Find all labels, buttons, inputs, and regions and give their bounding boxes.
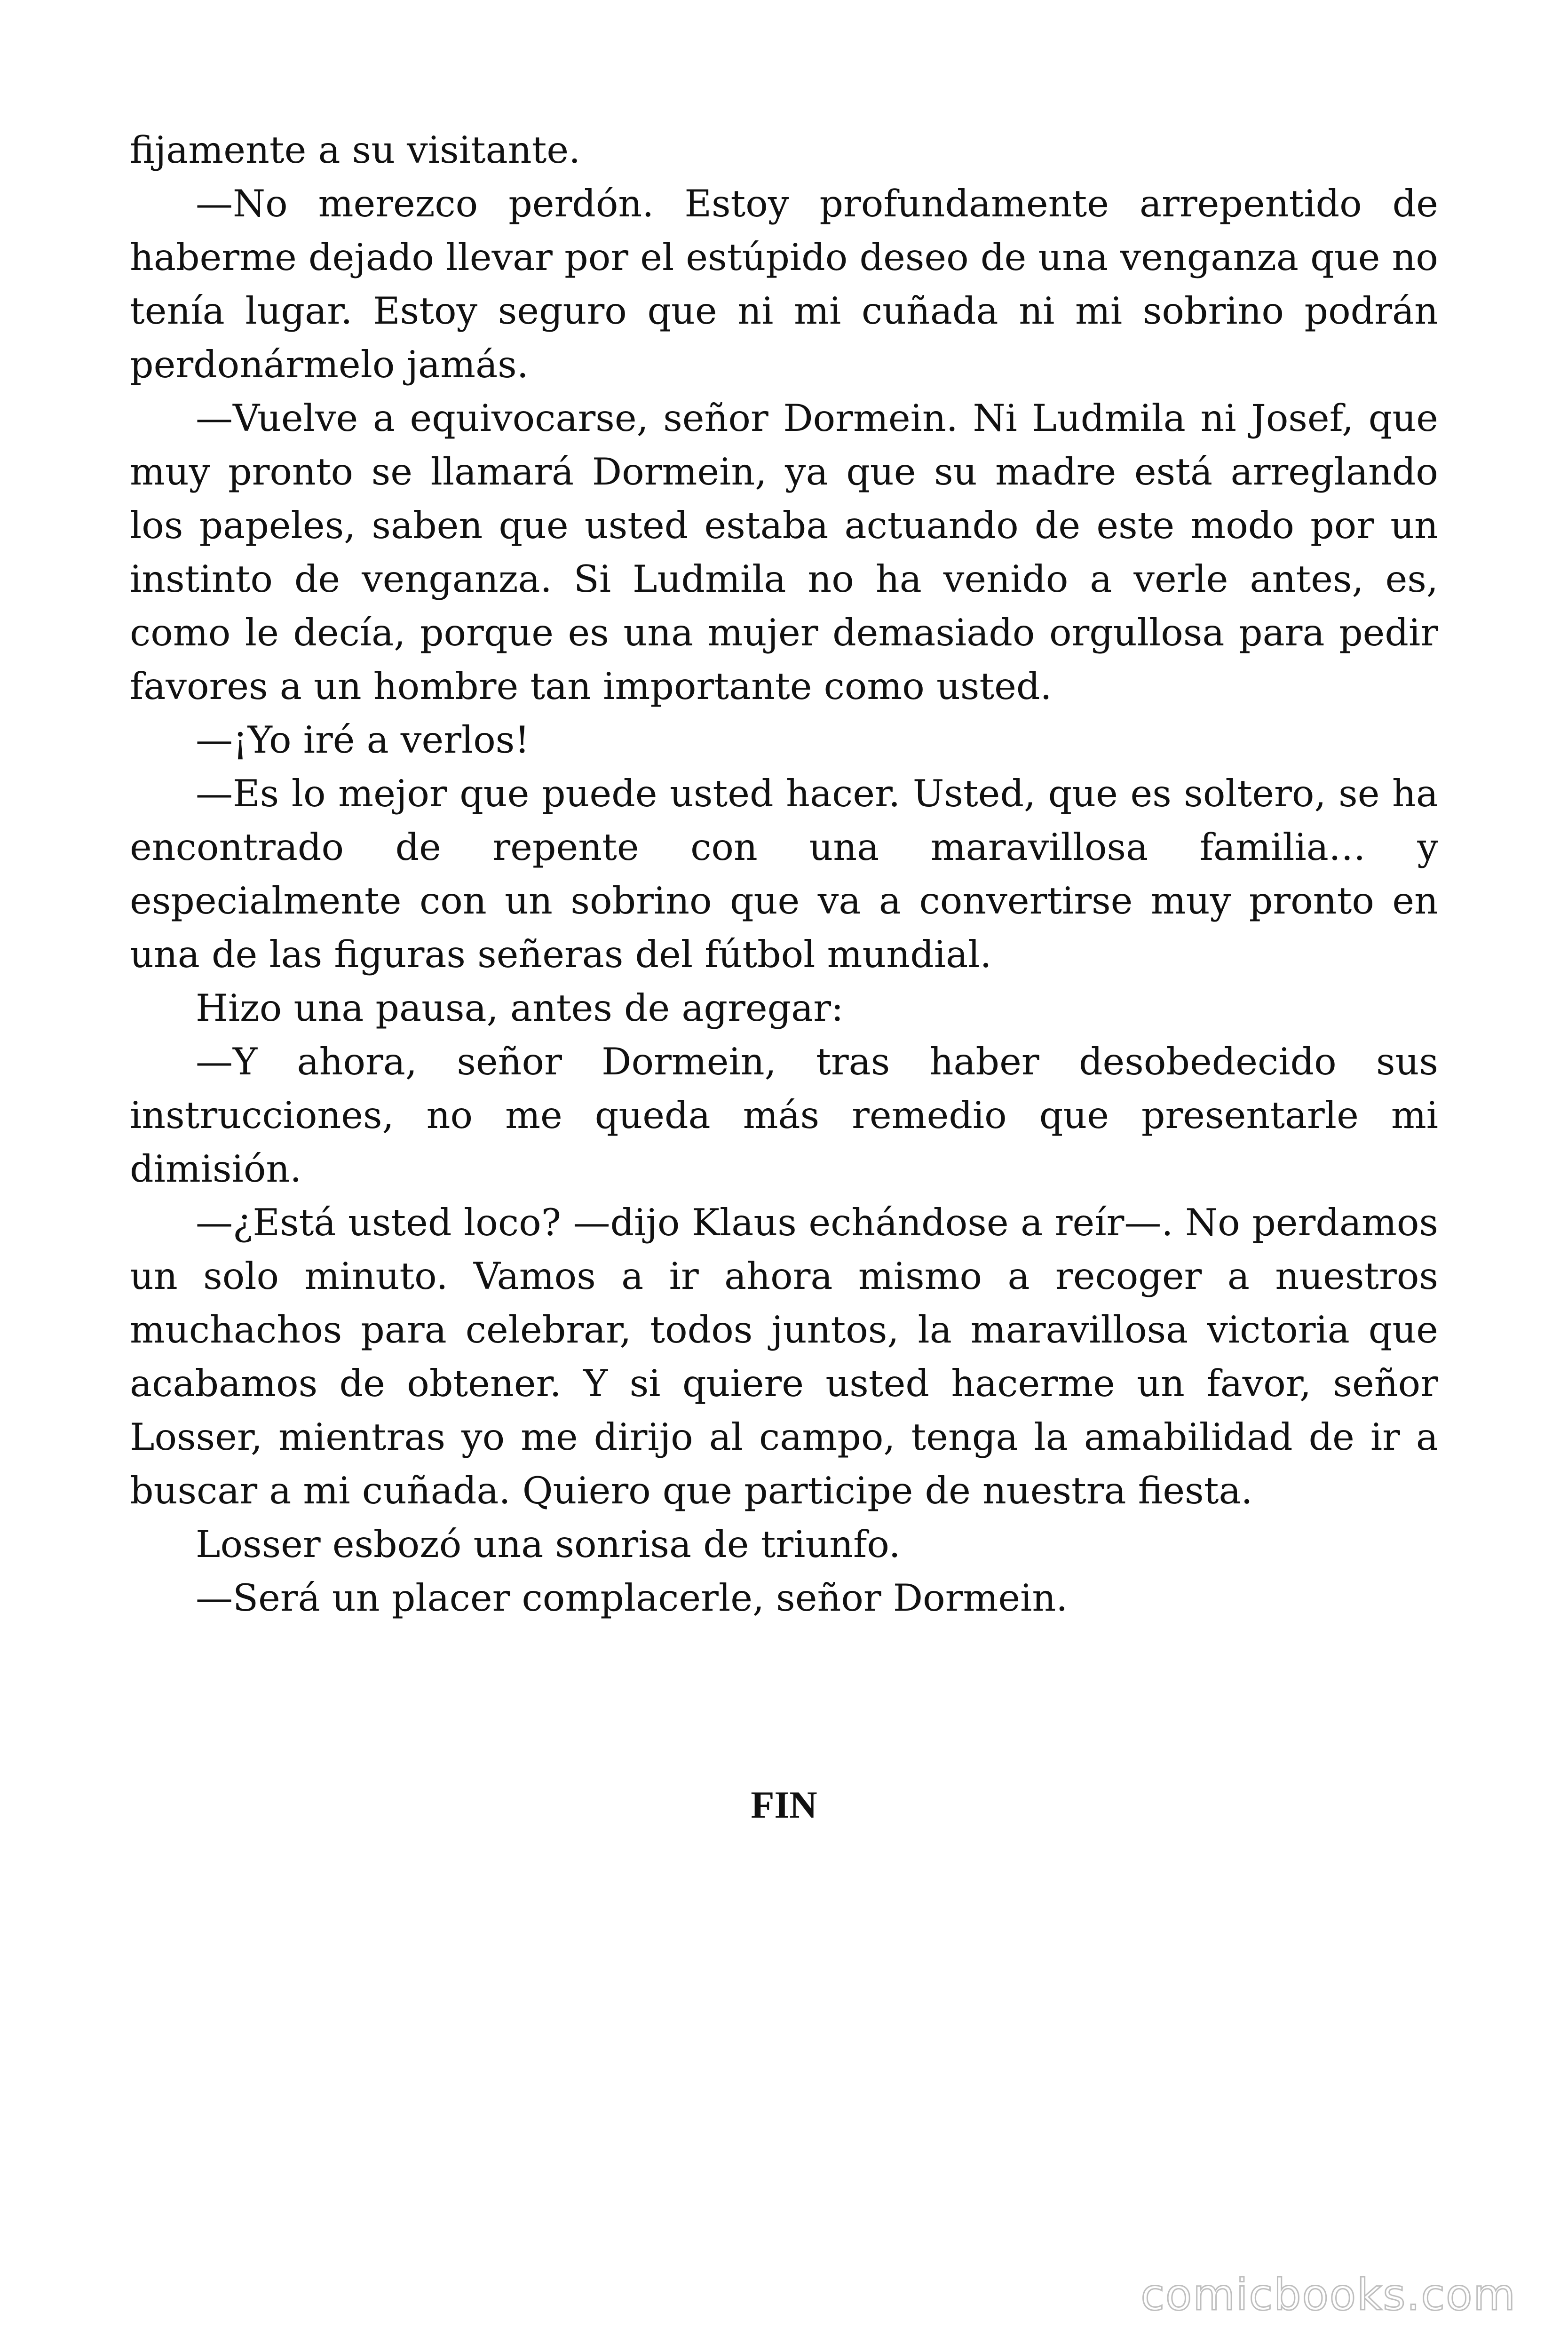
paragraph-dialogue: —Y ahora, señor Dormein, tras haber desobedecido sus instrucciones, no me queda más remedio que presentarle mi dimisión. [130, 1040, 1438, 1191]
paragraph-dialogue: —No merezco perdón. Estoy profundamente arrepentido de haberme dejado llevar por el estúpido deseo de una venganza que no tenía lugar. Estoy seguro que ni mi cuñada ni mi sobrino podrán perdonármelo jamás. [130, 182, 1438, 386]
paragraph-continuation: fijamente a su visitante. [130, 128, 581, 172]
watermark-logo: comicbooks.com [1140, 2270, 1516, 2320]
body-text [130, 123, 1438, 1625]
paragraph-narration: Hizo una pausa, antes de agregar: [196, 986, 844, 1030]
paragraph-dialogue: —¡Yo iré a verlos! [196, 718, 530, 762]
end-marker: FIN [751, 1783, 817, 1826]
paragraph-dialogue: —Vuelve a equivocarse, señor Dormein. Ni Ludmila ni Josef, que muy pronto se llamará Dormein, ya que su madre está arreglando los papeles, saben que usted estaba actuando de este modo por un instinto de venganza. Si Ludmila no ha venido a verle antes, es, como le decía, porque es una mujer demasiado orgullosa para pedir favores a un hombre tan importante como usted. [130, 397, 1438, 708]
paragraph-dialogue: —Será un placer complacerle, señor Dormein. [196, 1576, 1068, 1620]
paragraph-narration: Losser esbozó una sonrisa de triunfo. [196, 1523, 901, 1566]
paragraph-dialogue: —¿Está usted loco? —dijo Klaus echándose a reír—. No perdamos un solo minuto. Vamos a ir ahora mismo a recoger a nuestros muchachos para celebrar, todos juntos, la maravillosa victoria que acabamos de obtener. Y si quiere usted hacerme un favor, señor Losser, mientras yo me dirijo al campo, tenga la amabilidad de ir a buscar a mi cuñada. Quiero que participe de nuestra fiesta. [130, 1201, 1438, 1512]
paragraph-dialogue: —Es lo mejor que puede usted hacer. Usted, que es soltero, se ha encontrado de repente con una maravillosa familia… y especialmente con un sobrino que va a convertirse muy pronto en una de las figuras señeras del fútbol mundial. [130, 772, 1438, 976]
